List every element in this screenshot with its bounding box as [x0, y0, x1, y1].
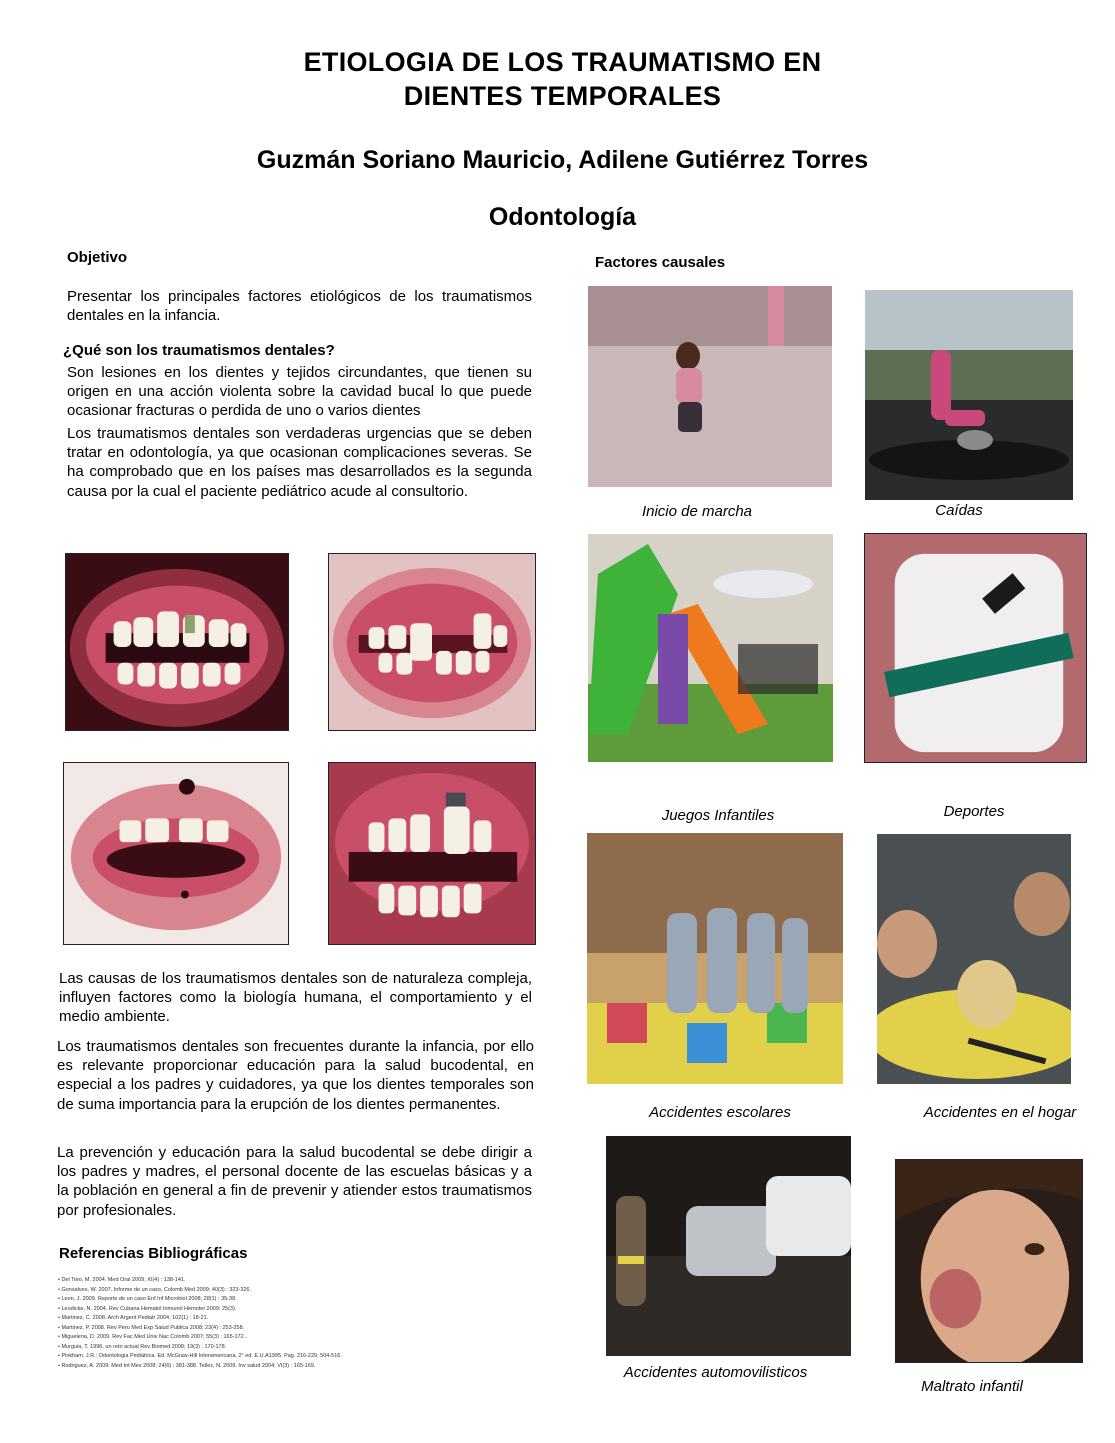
- photo-maltrato-infantil: [895, 1159, 1083, 1363]
- reference-item: • Rodriguez, A. 2009. Med Int Mex 2008; 24(6) : 381-388. Tellez, N. 2009. Inv salud 2004; VI(3) : 165-169.: [58, 1362, 538, 1372]
- caption-inicio-de-marcha: Inicio de marcha: [641, 503, 753, 520]
- authors: Guzmán Soriano Mauricio, Adilene Gutiérrez Torres: [256, 146, 869, 174]
- caption-accidentes-escolares: Accidentes escolares: [649, 1104, 791, 1121]
- factors-heading: Factores causales: [595, 254, 726, 271]
- poster-title: [0, 45, 1115, 113]
- photo-accidentes-automovilisticos: [606, 1136, 851, 1356]
- dental-photo-3: [63, 762, 289, 945]
- reference-item: • Martinez, P. 2008. Rev Peru Med Exp Salud Publica 2008; 23(4) : 253-258.: [58, 1324, 538, 1334]
- reference-item: • Del Toro, M. 2004. Med Oral 2009; XI(4) : 138-141.: [58, 1276, 538, 1286]
- caption-maltrato-infantil: Maltrato infantil: [921, 1378, 1023, 1395]
- objective-text: Presentar los principales factores etiológicos de los traumatismos dentales en la infancia.: [67, 288, 532, 325]
- caption-deportes: Deportes: [943, 803, 1005, 820]
- reference-item: • Martinez, C. 2008. Arch Argent Pediatr 2004; 102(1) : 18-21.: [58, 1314, 538, 1324]
- photo-juegos-infantiles: [588, 534, 833, 762]
- prevention-paragraph: La prevención y educación para la salud bucodental se debe dirigir a los padres y madres, el personal docente de las escuelas básicas y a la población en general a fin de prevenir y atiender estos traumatismos por profesionales.: [57, 1144, 532, 1219]
- dental-photo-1: [65, 553, 289, 731]
- photo-accidentes-en-el-hogar: [877, 834, 1071, 1084]
- reference-item: • Gonsalves, W. 2007. Informe de un caso, Colomb Med 2009; 40(3) : 323-326.: [58, 1286, 538, 1296]
- dental-photo-4: [328, 762, 536, 945]
- caption-caidas: Caídas: [935, 502, 983, 519]
- reference-item: • Miguelena, D. 2009. Rev Fac Med Univ Nac Colomb 2007; 55(3) : 165-172..: [58, 1333, 538, 1343]
- caption-juegos-infantiles: Juegos Infantiles: [661, 807, 775, 824]
- caption-accidentes-en-el-hogar: Accidentes en el hogar: [923, 1104, 1077, 1121]
- objective-heading: Objetivo: [67, 249, 128, 266]
- title-line-2: DIENTES TEMPORALES: [403, 81, 722, 111]
- photo-accidentes-escolares: [587, 833, 843, 1084]
- causes-paragraph: Las causas de los traumatismos dentales son de naturaleza compleja, influyen factores como la biología humana, el comportamiento y el medio ambiente.: [59, 970, 532, 1026]
- references-heading: Referencias Bibliográficas: [59, 1245, 248, 1262]
- title-line-1: ETIOLOGIA DE LOS TRAUMATISMO EN: [303, 47, 822, 77]
- what-are-paragraph-1: Son lesiones en los dientes y tejidos circundantes, que tienen su origen en una acción violenta sobre la cavidad bucal lo que puede ocasionar fracturas o perdida de uno o varios dientes: [67, 364, 532, 420]
- dental-photo-2: [328, 553, 536, 731]
- what-are-paragraph-2: Los traumatismos dentales son verdaderas urgencias que se deben tratar en odontología, ya que ocasionan complicaciones severas. Se ha comprobado que en los países mas desarrollados es la segunda causa por la cual el paciente pediátrico acude al consultorio.: [67, 425, 532, 500]
- reference-item: • Leudicke, N. 2004. Rev Cubana Hematol Inmunol Hemoter 2009; 25(3).: [58, 1305, 538, 1315]
- what-are-heading: ¿Qué son los traumatismos dentales?: [63, 342, 335, 359]
- reference-item: • Leon, J. 2009. Reporte de un caso Enf Inf Microbiol 2008; 28(1) : 35-38.: [58, 1295, 538, 1305]
- photo-deportes: [864, 533, 1087, 763]
- caption-accidentes-automovilisticos: Accidentes automovilisticos: [623, 1364, 808, 1381]
- references-list: [58, 1276, 538, 1371]
- reference-item: • Murguia, T. 1996. un reto actual Rev Biomed 2008; 19(3) : 170-178.: [58, 1343, 538, 1353]
- department: Odontología: [488, 203, 637, 231]
- reference-item: • Pinkham, J.R.: Odontologia Pediátrica. Ed. McGraw-Hill Interamericana. 2° ed. E.U.A1995. Pag. 216-229, 504-516.: [58, 1352, 538, 1362]
- frequency-paragraph: Los traumatismos dentales son frecuentes durante la infancia, por ello es relevante proporcionar educación para la salud bucodental, en especial a los padres y cuidadores, ya que los dientes temporales son de suma importancia para la erupción de los dientes permanentes.: [57, 1038, 534, 1113]
- photo-caidas: [865, 290, 1073, 500]
- photo-inicio-de-marcha: [588, 286, 832, 487]
